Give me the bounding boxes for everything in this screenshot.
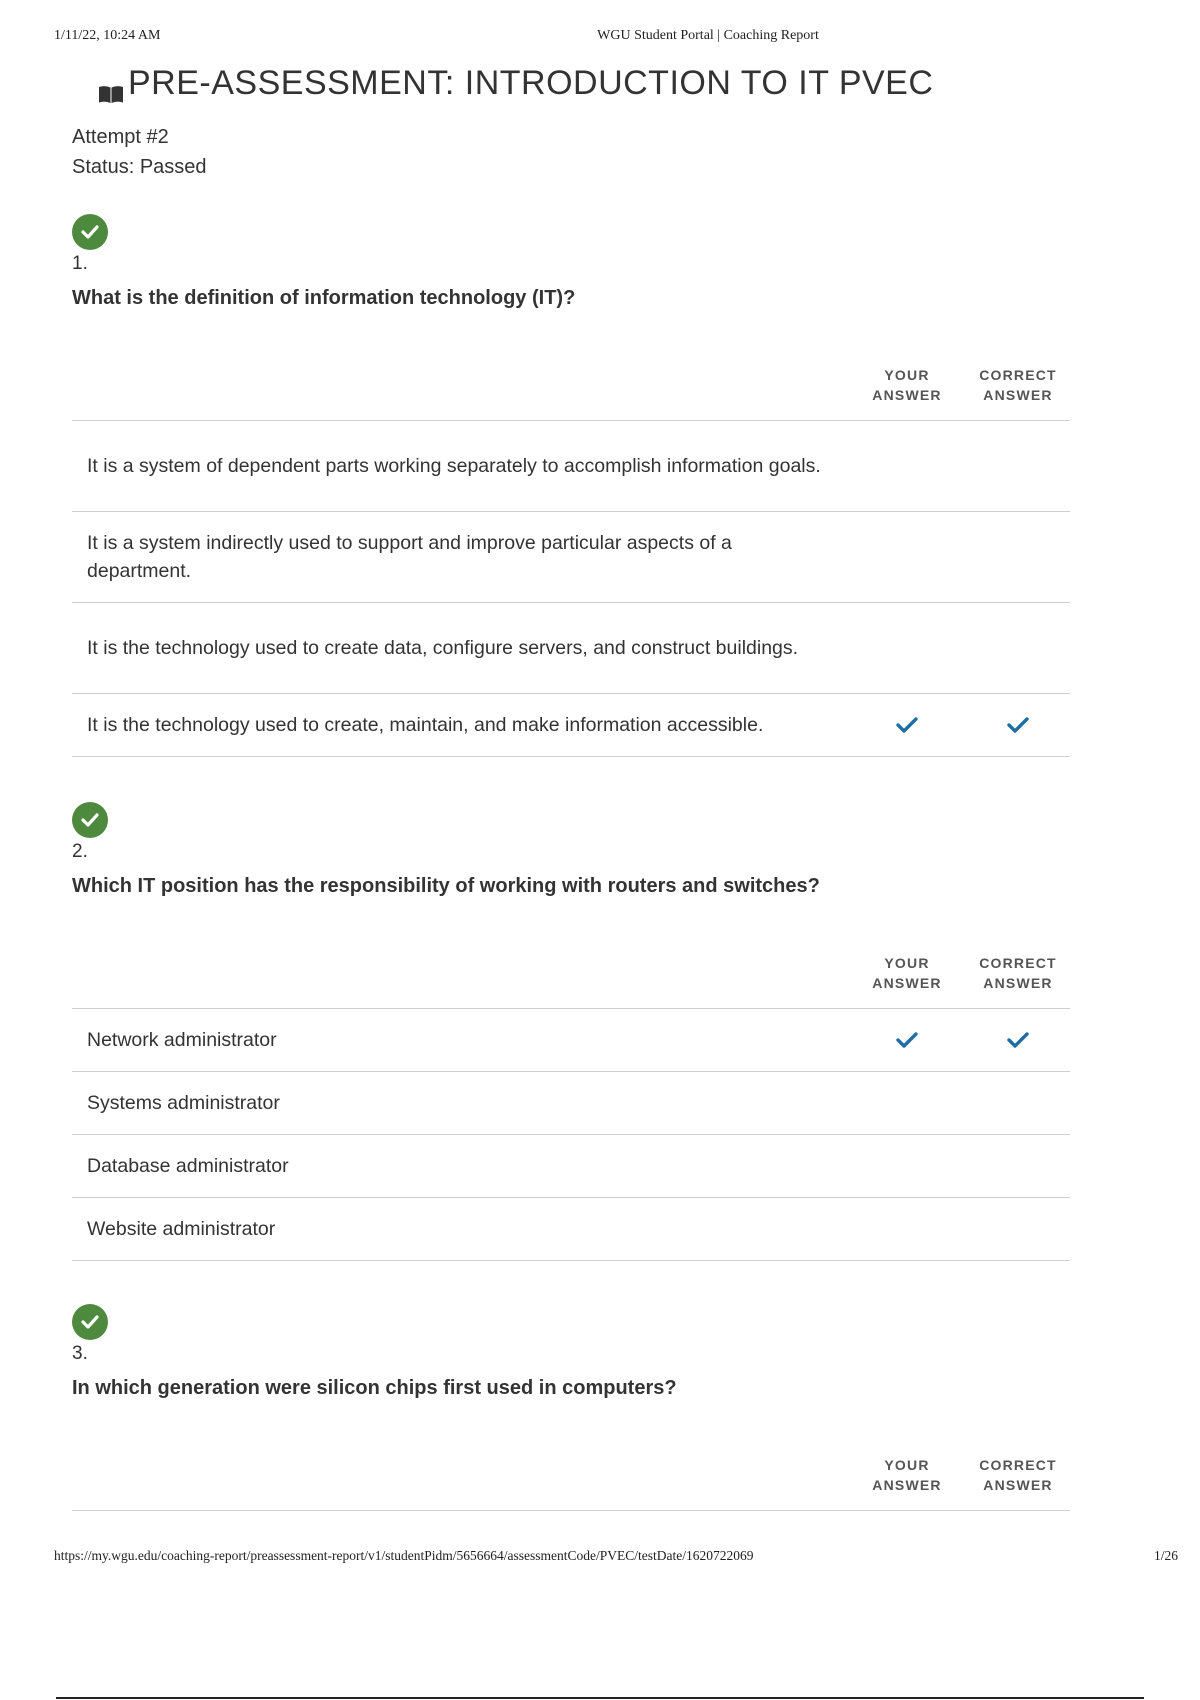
correct-answer-header: CORRECT ANSWER [979, 1457, 1057, 1493]
your-answer-checkmark-icon [895, 715, 919, 735]
print-page-title: WGU Student Portal | Coaching Report [597, 28, 819, 43]
answer-text: Systems administrator [87, 1092, 280, 1114]
print-datetime: 1/11/22, 10:24 AM [54, 28, 161, 43]
question-text: Which IT position has the responsibility of working with routers and switches? [72, 875, 820, 897]
page-title-text: PRE-ASSESSMENT: INTRODUCTION TO IT PVEC [128, 64, 934, 102]
correct-check-icon [72, 1304, 108, 1340]
question-3 [72, 1304, 1070, 1511]
question-text: What is the definition of information technology (IT)? [72, 287, 576, 309]
answer-text: Database administrator [87, 1155, 289, 1177]
print-header [0, 28, 1200, 48]
answer-row [72, 1198, 1070, 1261]
answer-table [72, 940, 1070, 1261]
attempt-info [72, 122, 207, 182]
answer-table-header [72, 1442, 1070, 1511]
your-answer-header: YOUR ANSWER [872, 367, 942, 403]
print-url: https://my.wgu.edu/coaching-report/preassessment-report/v1/studentPidm/5656664/assessmentCode/PVEC/testDate/1620722069 [54, 1548, 754, 1563]
page-title [98, 64, 933, 103]
your-answer-header: YOUR ANSWER [872, 955, 942, 991]
answer-text: It is a system indirectly used to support and improve particular aspects of a department. [87, 532, 732, 582]
answer-row [72, 512, 1070, 603]
answer-table [72, 352, 1070, 757]
answer-row [72, 421, 1070, 512]
question-number: 3. [72, 1343, 88, 1364]
attempt-label: Attempt #2 [72, 126, 169, 148]
correct-answer-header: CORRECT ANSWER [979, 367, 1057, 403]
page-divider [56, 1697, 1144, 1699]
answer-table-header [72, 352, 1070, 421]
answer-text: It is the technology used to create data, configure servers, and construct buildings. [87, 637, 799, 659]
answer-row [72, 1135, 1070, 1198]
your-answer-checkmark-icon [895, 1030, 919, 1050]
answer-table-header [72, 940, 1070, 1009]
question-number: 2. [72, 841, 88, 862]
answer-row [72, 694, 1070, 757]
status-label: Status: Passed [72, 156, 207, 178]
answer-row [72, 603, 1070, 694]
answer-text: It is the technology used to create, maintain, and make information accessible. [87, 714, 764, 736]
correct-answer-header: CORRECT ANSWER [979, 955, 1057, 991]
print-page-number: 1/26 [1153, 1548, 1178, 1563]
question-1 [72, 214, 1070, 757]
question-number: 1. [72, 253, 88, 274]
answer-text: Network administrator [87, 1029, 277, 1051]
correct-check-icon [72, 214, 108, 250]
question-text: In which generation were silicon chips first used in computers? [72, 1377, 677, 1399]
your-answer-header: YOUR ANSWER [872, 1457, 942, 1493]
question-2 [72, 802, 1070, 1261]
answer-row [72, 1072, 1070, 1135]
answer-row [72, 1009, 1070, 1072]
correct-answer-checkmark-icon [1006, 715, 1030, 735]
book-icon [98, 74, 124, 94]
answer-text: Website administrator [87, 1218, 276, 1240]
answer-text: It is a system of dependent parts working separately to accomplish information goals. [87, 455, 821, 477]
correct-check-icon [72, 802, 108, 838]
correct-answer-checkmark-icon [1006, 1030, 1030, 1050]
answer-table [72, 1442, 1070, 1511]
